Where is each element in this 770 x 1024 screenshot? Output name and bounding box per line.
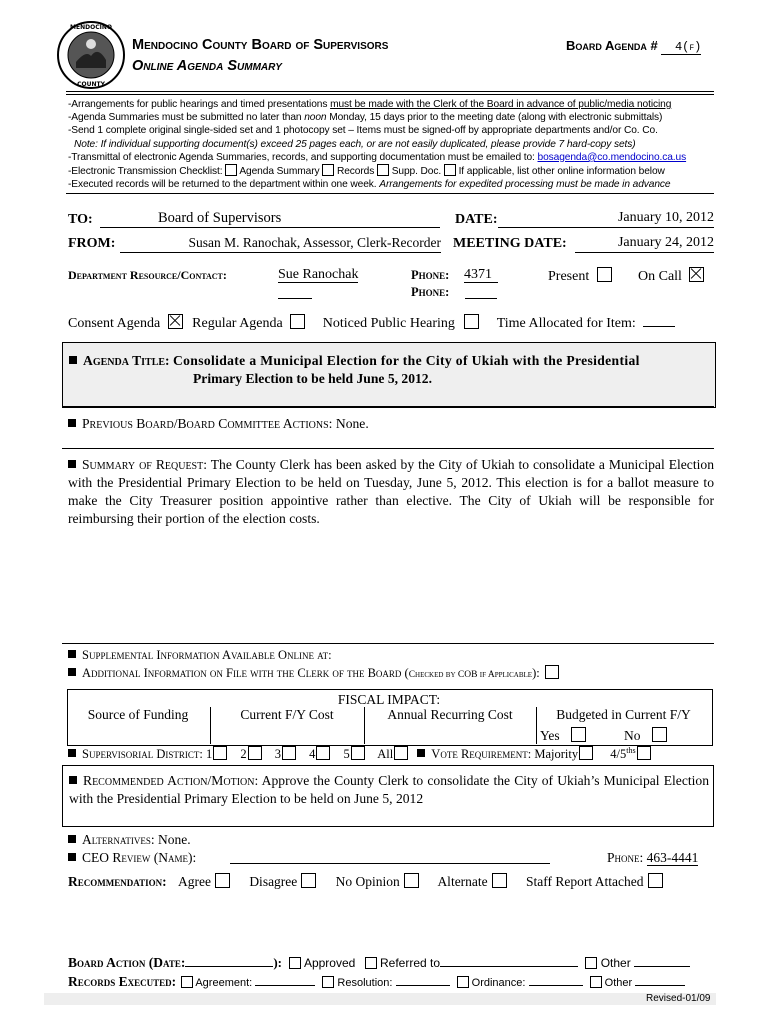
document-title: Mendocino County Board of Supervisors: [132, 37, 389, 53]
bullet-square-icon: [69, 356, 77, 364]
svg-text:MENDOCINO: MENDOCINO: [70, 24, 112, 31]
no-opinion-checkbox[interactable]: [404, 873, 419, 888]
agree-checkbox[interactable]: [215, 873, 230, 888]
document-subtitle: Online Agenda Summary: [132, 58, 282, 74]
approved-checkbox[interactable]: [289, 957, 301, 969]
instruction-line-1: -Arrangements for public hearings and timed presentations must be made with the Clerk of the Board in advance of public/media noticing: [68, 99, 672, 110]
contact-value: Sue Ranochak: [278, 267, 359, 282]
ceo-review-blank[interactable]: [230, 863, 550, 864]
previous-actions: [68, 416, 369, 432]
checkbox-records[interactable]: [322, 164, 334, 176]
date-value: January 10, 2012: [617, 210, 714, 225]
to-value: Board of Supervisors: [158, 210, 282, 226]
header-rule: [66, 91, 714, 92]
meeting-date-field[interactable]: [575, 235, 714, 253]
instruction-line-2: -Agenda Summaries must be submitted no later than noon Monday, 15 days prior to the meeting date (along with electronic submittals): [68, 112, 663, 124]
to-label: TO:: [68, 212, 93, 227]
meeting-date-label: MEETING DATE:: [453, 236, 567, 251]
email-link[interactable]: bosagenda@co.mendocino.ca.us: [537, 151, 687, 163]
from-value: Susan M. Ranochak, Assessor, Clerk-Recorder: [188, 235, 441, 250]
district-2-checkbox[interactable]: [248, 746, 262, 760]
board-action-date-blank[interactable]: [185, 955, 273, 967]
consent-agenda-label: Consent Agenda: [68, 316, 161, 331]
oncall-label: On Call: [638, 269, 682, 284]
consent-agenda-checkbox[interactable]: [168, 314, 183, 329]
previous-label: Previous Board/Board Committee Actions:: [82, 416, 333, 431]
agenda-title-label: Agenda Title:: [83, 353, 170, 368]
fiscal-divider-1: [210, 707, 211, 744]
revised-label: Revised-01/09: [646, 993, 711, 1004]
board-action-label: Board Action (Date:: [68, 955, 186, 970]
time-allocated-label: Time Allocated for Item:: [496, 316, 636, 331]
alternate-checkbox[interactable]: [492, 873, 507, 888]
ceo-phone-label: Phone:: [607, 850, 644, 865]
bullet-square-icon: [68, 460, 76, 468]
bullet-square-icon: [68, 668, 76, 676]
fiscal-no-checkbox[interactable]: [652, 727, 667, 742]
recommendation-row: Recommendation: Agree Disagree No Opinion Alternate Staff Report Attached: [68, 873, 663, 890]
referred-to-blank[interactable]: [440, 955, 578, 967]
bullet-square-icon: [68, 419, 76, 427]
phone-label: Phone:: [411, 268, 450, 282]
agreement-checkbox[interactable]: [181, 976, 193, 988]
cob-checked-checkbox[interactable]: [545, 665, 559, 679]
header-rule-2: [66, 94, 714, 95]
district-1-checkbox[interactable]: [213, 746, 227, 760]
records-executed-label: Records Executed:: [68, 974, 177, 989]
checkbox-supp-doc[interactable]: [377, 164, 389, 176]
oncall-checkbox[interactable]: [689, 267, 704, 282]
recommendation-label: Recommendation:: [68, 874, 167, 889]
alternatives-value: None.: [158, 832, 191, 847]
district-5-checkbox[interactable]: [351, 746, 365, 760]
time-allocated-blank[interactable]: [643, 314, 675, 327]
bullet-square-icon: [68, 650, 76, 658]
date-label: DATE:: [455, 212, 498, 227]
summary-of-request: [68, 456, 714, 528]
department-contact-label: Department Resource/Contact:: [68, 268, 227, 282]
fiscal-divider-3: [536, 707, 537, 744]
meeting-date-value: January 24, 2012: [617, 235, 714, 250]
bullet-square-icon: [417, 749, 425, 757]
date-field[interactable]: [498, 210, 714, 228]
instructions-block: [68, 98, 718, 191]
from-field[interactable]: [120, 235, 441, 253]
instructions-rule: [66, 193, 714, 194]
noticed-hearing-label: Noticed Public Hearing: [322, 316, 455, 331]
fiscal-col-current: Current F/Y Cost: [240, 707, 334, 722]
board-action-row: Board Action (Date: ): Approved Referred to Other: [68, 955, 690, 971]
county-seal: [56, 20, 126, 90]
fiscal-no-option[interactable]: [624, 727, 667, 744]
fiscal-col-budgeted: Budgeted in Current F/Y: [556, 707, 691, 722]
recommended-action-content: [69, 772, 709, 808]
recommended-text: Approve the County Clerk to consolidate the City of Ukiah’s Municipal Election with the Presidential Primary Election to be held on June 5, 2012: [69, 773, 709, 806]
disagree-checkbox[interactable]: [301, 873, 316, 888]
fiscal-yes-label: Yes: [540, 728, 560, 743]
fiscal-impact-title: FISCAL IMPACT:: [337, 692, 441, 707]
noticed-hearing-checkbox[interactable]: [464, 314, 479, 329]
district-4-checkbox[interactable]: [316, 746, 330, 760]
records-other-blank[interactable]: [635, 975, 685, 986]
present-checkbox[interactable]: [597, 267, 612, 282]
bullet-square-icon: [68, 835, 76, 843]
fiscal-yes-checkbox[interactable]: [571, 727, 586, 742]
ordinance-blank[interactable]: [529, 975, 583, 986]
records-executed-row: Records Executed: Agreement: Resolution: Ordinance: Other: [68, 974, 685, 990]
agenda-title-box: [62, 342, 716, 408]
instruction-line-5: -Transmittal of electronic Agenda Summaries, records, and supporting documentation must be emailed to: bosagenda@co.mendocino.ca.us: [68, 151, 687, 163]
svg-text:COUNTY: COUNTY: [77, 81, 105, 88]
agenda-number-value: 4(f): [661, 40, 701, 55]
supplemental-online: Supplemental Information Available Online at:: [68, 648, 332, 663]
instruction-line-6: -Electronic Transmission Checklist: Agenda Summary Records Supp. Doc. If applicable, list other online information below: [68, 166, 665, 178]
footer-bar: [44, 993, 716, 1005]
records-other-checkbox[interactable]: [590, 976, 602, 988]
agenda-title-text: Consolidate a Municipal Election for the City of Ukiah with the Presidential: [172, 353, 640, 368]
phone2-label: Phone:: [411, 285, 450, 299]
resolution-checkbox[interactable]: [322, 976, 334, 988]
instruction-line-3: -Send 1 complete original single-sided set and 1 photocopy set – Items must be signed-off by appropriate departments and/or Co. Co.: [68, 125, 658, 137]
agreement-blank[interactable]: [255, 975, 315, 986]
supplemental-rule: [62, 643, 714, 644]
referred-checkbox[interactable]: [365, 957, 377, 969]
board-other-blank[interactable]: [634, 955, 690, 967]
instruction-line-7: -Executed records will be returned to the department within one week. Arrangements for expedited processing must be made in advance: [68, 179, 671, 191]
previous-rule-top: [62, 406, 714, 407]
fiscal-no-label: No: [624, 728, 641, 743]
checkbox-agenda-summary[interactable]: [225, 164, 237, 176]
bullet-square-icon: [68, 853, 76, 861]
contact-field[interactable]: [278, 267, 358, 283]
regular-agenda-label: Regular Agenda: [192, 316, 283, 331]
board-other-checkbox[interactable]: [585, 957, 597, 969]
fiscal-yes-option[interactable]: [540, 727, 586, 744]
additional-info-on-file: Additional Information on File with the Clerk of the Board (Checked by COB if Applicable):: [68, 665, 559, 681]
bullet-square-icon: [68, 749, 76, 757]
vote-requirement-label: Vote Requirement:: [431, 747, 532, 762]
fiscal-divider-2: [364, 707, 365, 744]
ceo-phone-value: 463-4441: [646, 850, 699, 865]
ceo-phone: [607, 850, 698, 866]
ordinance-checkbox[interactable]: [457, 976, 469, 988]
recommended-action-box: [62, 765, 714, 827]
majority-checkbox[interactable]: [579, 746, 593, 760]
district-all-checkbox[interactable]: [394, 746, 408, 760]
four-fifths-checkbox[interactable]: [637, 746, 651, 760]
staff-report-checkbox[interactable]: [648, 873, 663, 888]
present-label: Present: [548, 269, 590, 284]
bullet-square-icon: [69, 776, 77, 784]
agenda-title-text-2: Primary Election to be held June 5, 2012.: [193, 371, 433, 386]
to-field[interactable]: [100, 210, 440, 228]
phone-field[interactable]: [464, 267, 498, 283]
alternatives-label: Alternatives:: [82, 832, 155, 847]
instruction-line-4: Note: If individual supporting document(s) exceed 25 pages each, or are not easily duplicated, please provide 7 hard-copy sets): [74, 138, 636, 150]
ceo-review-label: CEO Review (Name):: [82, 850, 197, 865]
summary-text: The County Clerk has been asked by the City of Ukiah to consolidate a Municipal Election with the Presidential Primary Election to be held on Tuesday, June 5, 2012. This election is for a ballot measure to make the City Treasurer position appointive rather than elective. The City of Ukiah will be responsible for reimbursing their portion of the election costs.: [68, 457, 714, 526]
from-label: FROM:: [68, 236, 116, 251]
previous-rule: [62, 448, 714, 449]
recommended-label: Recommended Action/Motion:: [83, 773, 259, 788]
checkbox-other-online[interactable]: [444, 164, 456, 176]
present-option[interactable]: [548, 267, 612, 285]
fiscal-col-annual: Annual Recurring Cost: [387, 707, 513, 722]
board-agenda-number: [566, 38, 701, 55]
agenda-type-row: [68, 314, 675, 332]
resolution-blank[interactable]: [396, 975, 450, 986]
oncall-option[interactable]: [638, 267, 704, 285]
summary-label: Summary of Request:: [82, 457, 207, 472]
regular-agenda-checkbox[interactable]: [290, 314, 305, 329]
contact2-blank[interactable]: [278, 298, 312, 299]
agenda-number-label: Board Agenda #: [566, 38, 658, 53]
previous-value: None.: [335, 416, 369, 431]
district-label: Supervisorial District:: [82, 747, 203, 762]
phone-value: 4371: [464, 267, 498, 283]
ceo-review-row: [68, 850, 196, 866]
phone2-blank[interactable]: [465, 298, 497, 299]
agenda-title-content: [69, 352, 709, 388]
fiscal-col-source: Source of Funding: [87, 707, 189, 722]
supervisorial-district-row: Supervisorial District: 1 2 3 4 5 All Vote Requirement: Majority $4/5^{ths}$: [68, 746, 651, 762]
district-3-checkbox[interactable]: [282, 746, 296, 760]
alternatives-row: [68, 832, 191, 848]
